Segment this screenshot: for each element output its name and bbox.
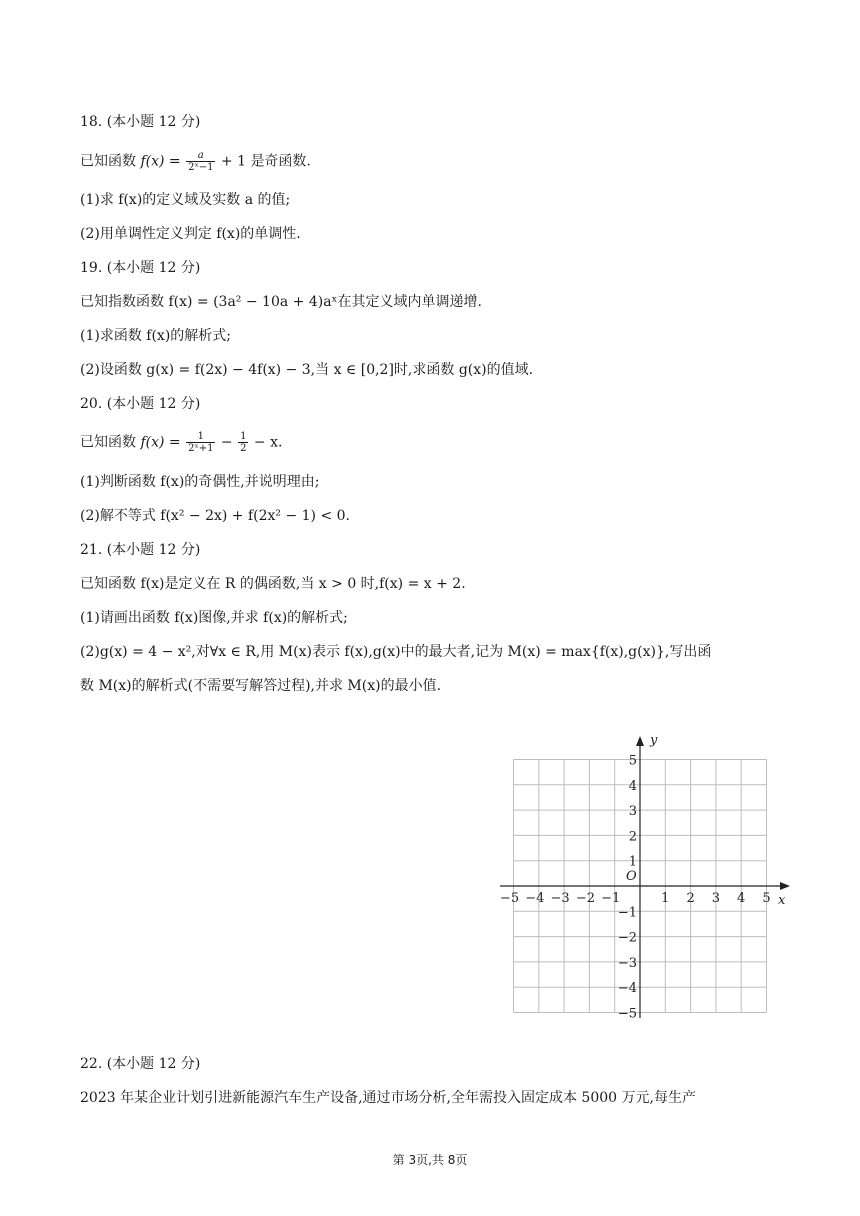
q21-heading: 21. (本小题 12 分) <box>80 542 201 558</box>
x-tick-label: 1 <box>661 891 670 906</box>
x-tick-label: −1 <box>601 891 621 906</box>
q18-plus: + 1 <box>216 153 251 170</box>
q21-part2-line1: (2)g(x) = 4 − x²,对∀x ∈ R,用 M(x)表示 f(x),g(x)中的最大者,记为 M(x) = max{f(x),g(x)},写出函 <box>80 644 712 660</box>
q22-heading: 22. (本小题 12 分) <box>80 1056 201 1072</box>
q21-part1: (1)请画出函数 f(x)图像,并求 f(x)的解析式; <box>80 610 348 626</box>
q18-stem-suffix: 是奇函数. <box>250 153 311 170</box>
q19-stem: 已知指数函数 f(x) = (3a² − 10a + 4)aˣ在其定义域内单调递增. <box>80 294 482 310</box>
y-tick-label: −5 <box>617 1006 637 1018</box>
y-axis-label: y <box>650 733 658 748</box>
q22-stem: 2023 年某企业计划引进新能源汽车生产设备,通过市场分析,全年需投入固定成本 5000 万元,每生产 <box>80 1090 696 1106</box>
q18-fraction <box>186 150 215 173</box>
q21-stem: 已知函数 f(x)是定义在 R 的偶函数,当 x > 0 时,f(x) = x + 2. <box>80 576 466 592</box>
x-tick-labels <box>500 891 771 906</box>
page-footer: 第 3页,共 8页 <box>392 1153 468 1167</box>
q19-heading: 19. (本小题 12 分) <box>80 260 201 276</box>
q20-stem-prefix: 已知函数 <box>80 434 141 451</box>
y-axis-arrow-icon <box>636 736 644 746</box>
x-tick-label: −5 <box>500 891 520 906</box>
y-tick-label: −2 <box>617 930 637 946</box>
axes <box>500 736 790 1018</box>
q20-fraction-2 <box>238 431 248 454</box>
y-tick-label: −3 <box>617 955 637 971</box>
q18-part2: (2)用单调性定义判定 f(x)的单调性. <box>80 226 301 242</box>
q20-stem <box>80 431 282 454</box>
y-tick-label: 1 <box>628 854 637 870</box>
y-tick-label: 3 <box>628 804 637 820</box>
coordinate-grid <box>500 728 800 1018</box>
x-tick-label: 5 <box>762 891 771 906</box>
q20-tail: − x. <box>249 434 283 451</box>
y-tick-label: −1 <box>617 905 637 921</box>
q18-part1: (1)求 f(x)的定义域及实数 a 的值; <box>80 192 291 208</box>
y-tick-label: 4 <box>628 778 637 794</box>
y-tick-label: 2 <box>628 829 637 845</box>
x-axis-label: x <box>778 893 786 908</box>
q20-num1: 1 <box>186 431 215 443</box>
q18-stem-prefix: 已知函数 <box>80 153 141 170</box>
q18-den: 2ˣ−1 <box>188 162 214 173</box>
q20-part1: (1)判断函数 f(x)的奇偶性,并说明理由; <box>80 474 320 490</box>
q20-heading: 20. (本小题 12 分) <box>80 396 201 412</box>
q19-part1: (1)求函数 f(x)的解析式; <box>80 328 231 344</box>
q20-den1: 2ˣ+1 <box>188 443 214 454</box>
y-tick-label: 5 <box>628 753 637 769</box>
q18-num: a <box>197 150 204 161</box>
x-tick-label: −4 <box>525 891 545 906</box>
y-tick-label: −4 <box>617 981 637 997</box>
q21-part2-line2: 数 M(x)的解析式(不需要写解答过程),并求 M(x)的最小值. <box>80 678 442 694</box>
q20-den2: 2 <box>240 443 247 454</box>
x-tick-label: 4 <box>737 891 746 906</box>
q20-num2: 1 <box>240 431 247 442</box>
q18-stem <box>80 150 311 173</box>
origin-label: O <box>626 869 637 884</box>
x-tick-label: −3 <box>550 891 570 906</box>
q20-fx: f(x) = <box>140 434 186 451</box>
x-axis-arrow-icon <box>780 882 790 890</box>
q20-fraction-1 <box>186 431 215 454</box>
x-tick-label: −2 <box>575 891 595 906</box>
x-tick-label: 2 <box>686 891 695 906</box>
q19-part2: (2)设函数 g(x) = f(2x) − 4f(x) − 3,当 x ∈ [0,2]时,求函数 g(x)的值域. <box>80 362 534 378</box>
q20-minus: − <box>216 434 238 451</box>
x-tick-label: 3 <box>711 891 721 906</box>
q18-fx: f(x) = <box>140 153 186 170</box>
q20-part2: (2)解不等式 f(x² − 2x) + f(2x² − 1) < 0. <box>80 508 351 524</box>
q18-heading: 18. (本小题 12 分) <box>80 114 201 130</box>
